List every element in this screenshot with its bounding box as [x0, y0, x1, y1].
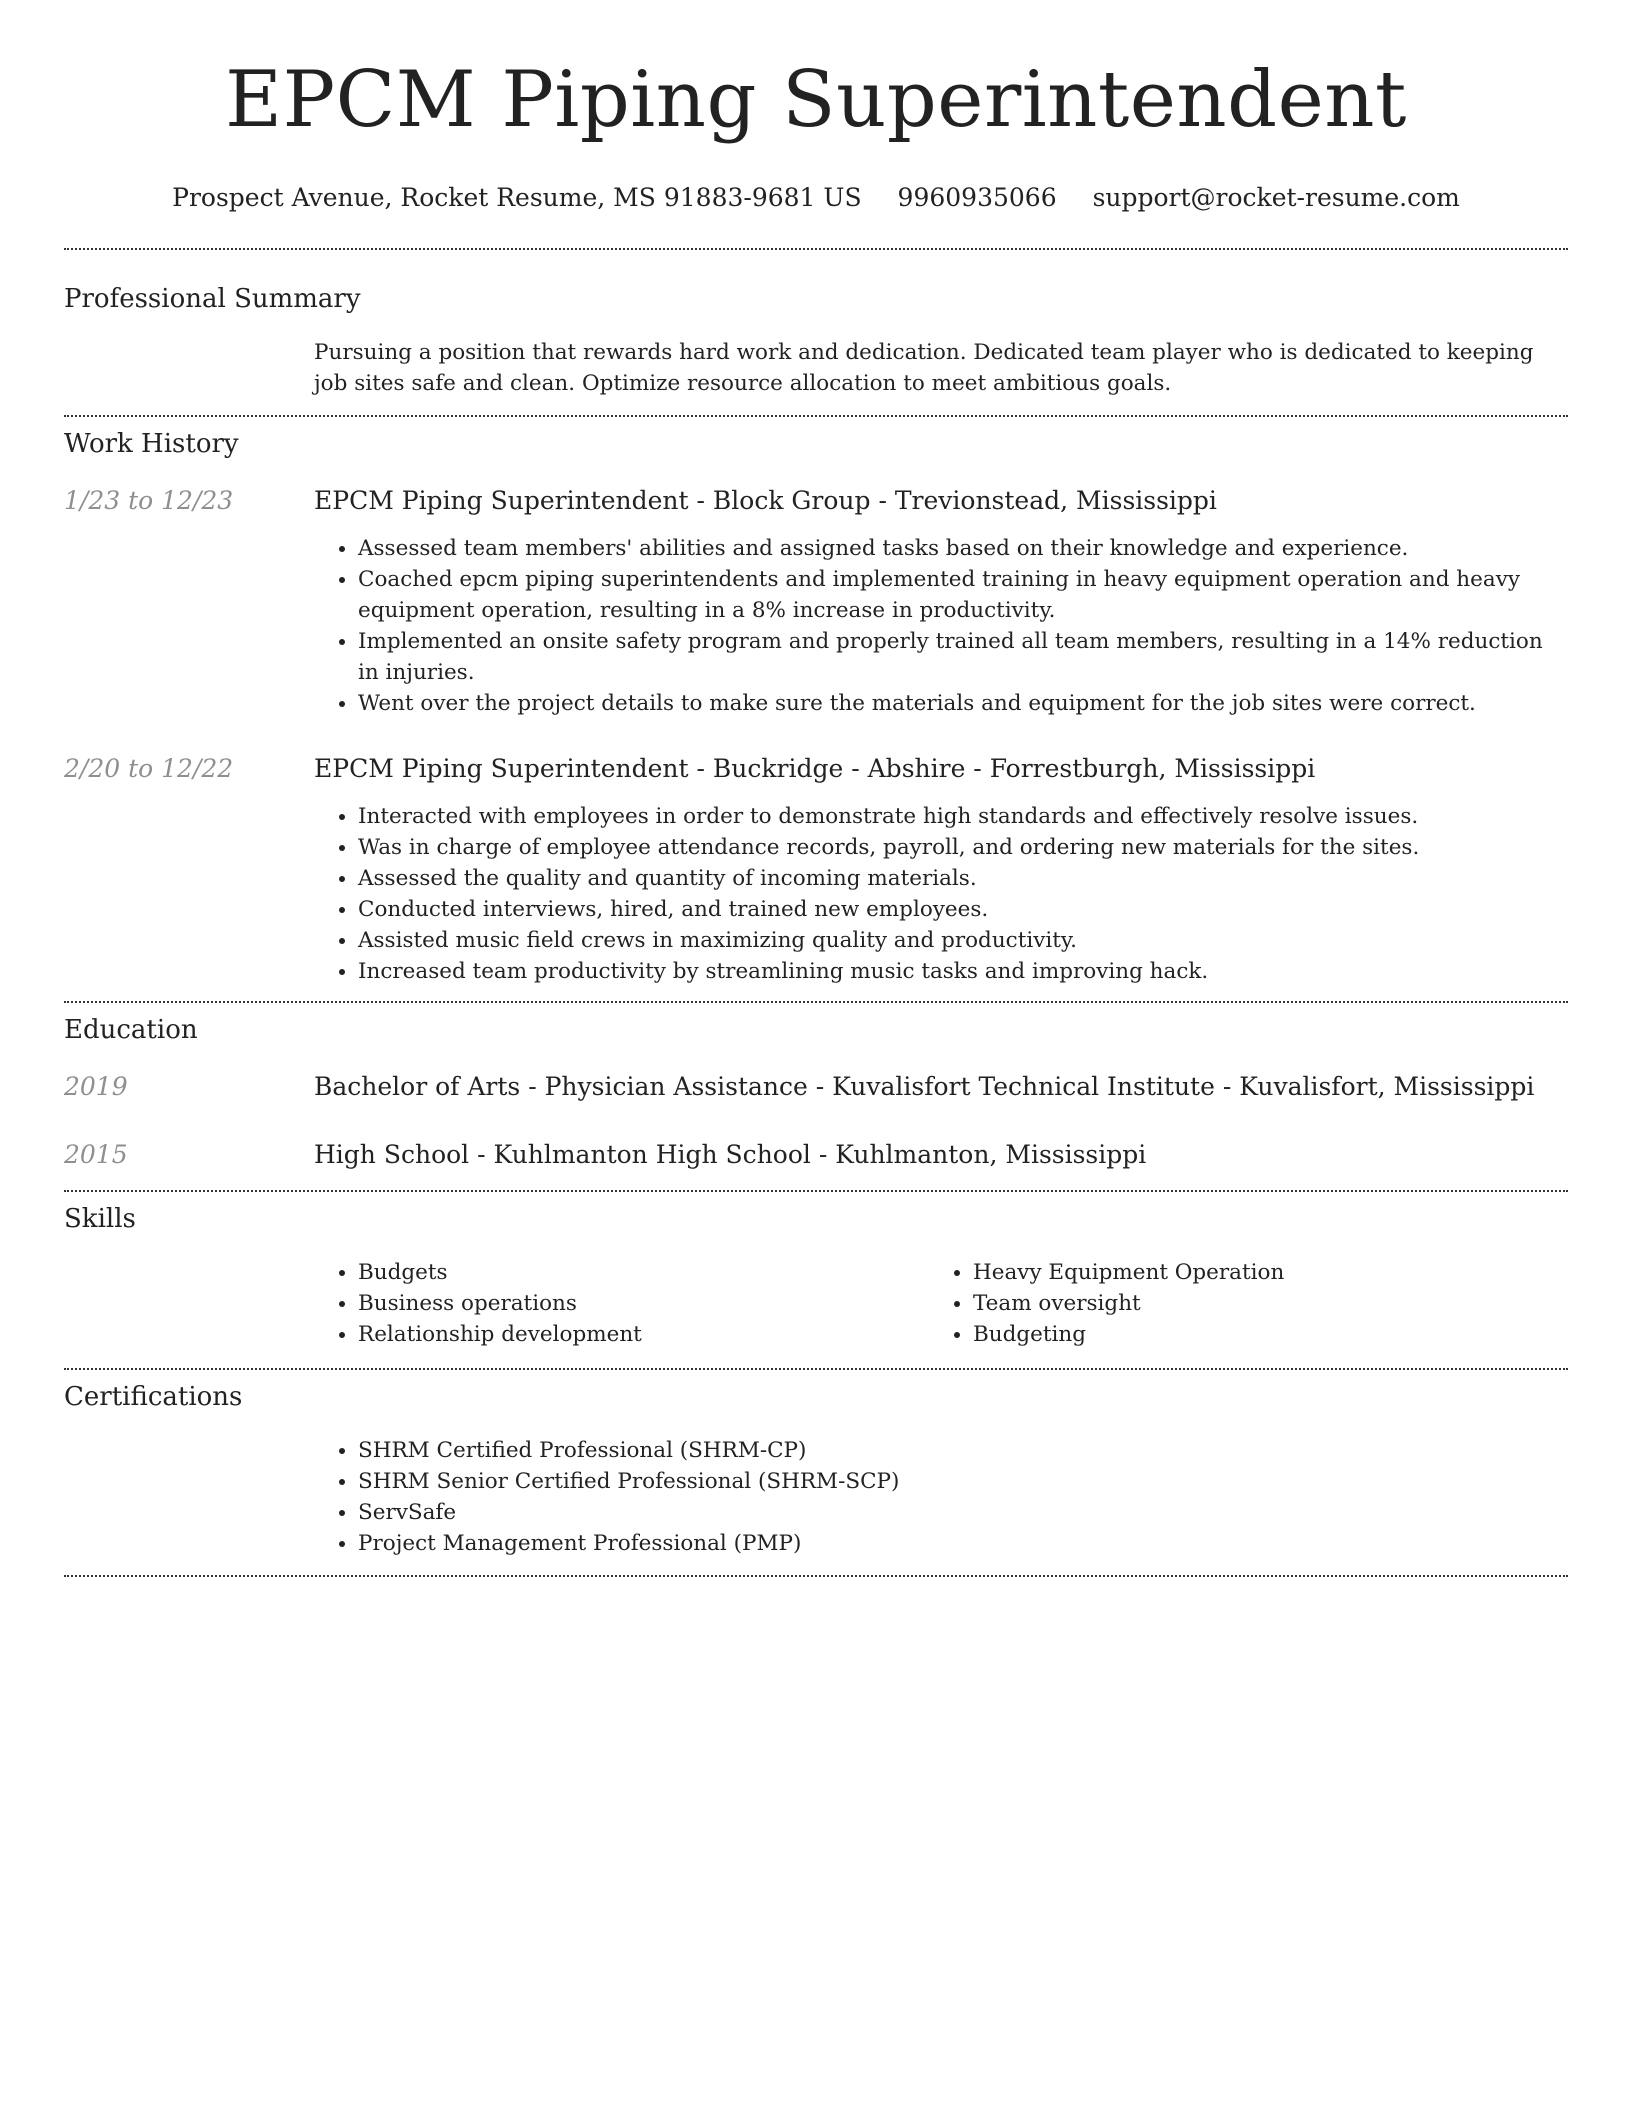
list-item: • Team oversight — [973, 1288, 1544, 1319]
skills-section — [64, 1192, 1568, 1350]
list-item: • ServSafe — [358, 1497, 1568, 1528]
list-item: • Went over the project details to make sure the materials and equipment for the job sites were correct. — [358, 688, 1568, 719]
education-section — [64, 1003, 1568, 1172]
job-position: EPCM Piping Superintendent — [314, 754, 689, 783]
section-title-work: Work History — [64, 429, 239, 459]
list-item: • Heavy Equipment Operation — [973, 1257, 1544, 1288]
job-dates: 1/23 to 12/23 — [64, 486, 234, 515]
summary-section — [64, 250, 1568, 399]
education-entry — [64, 1070, 1568, 1104]
section-title-education: Education — [64, 1015, 198, 1045]
list-item: • Conducted interviews, hired, and trained new employees. — [358, 894, 1568, 925]
section-title-summary: Professional Summary — [64, 284, 361, 314]
list-item: • Was in charge of employee attendance records, payroll, and ordering new materials for the sites. — [358, 832, 1568, 863]
education-details: - Kuvalisfort Technical Institute - Kuvalisfort, Mississippi — [807, 1072, 1535, 1101]
list-item: • Coached epcm piping superintendents and implemented training in heavy equipment operation and heavy equipment operation, resulting in a 8% increase in productivity. — [358, 564, 1568, 626]
education-degree: High School — [314, 1140, 470, 1169]
section-title-skills: Skills — [64, 1204, 136, 1234]
list-item: • Project Management Professional (PMP) — [358, 1528, 1568, 1559]
skills-list-right — [929, 1257, 1544, 1350]
list-item: • SHRM Senior Certified Professional (SHRM-SCP) — [358, 1466, 1568, 1497]
education-heading — [314, 1070, 1568, 1104]
list-item: • Increased team productivity by streamlining music tasks and improving hack. — [358, 956, 1568, 987]
divider — [64, 1575, 1568, 1577]
list-item: • SHRM Certified Professional (SHRM-CP) — [358, 1435, 1568, 1466]
education-details: - Kuhlmanton High School - Kuhlmanton, Mississippi — [469, 1140, 1147, 1169]
job-entry — [64, 752, 1568, 987]
contact-address: Prospect Avenue, Rocket Resume, MS 91883-9681 US — [172, 183, 862, 212]
contact-line — [64, 182, 1568, 214]
contact-email: support@rocket-resume.com — [1092, 183, 1460, 212]
list-item: • Assessed team members' abilities and assigned tasks based on their knowledge and experience. — [358, 533, 1568, 564]
job-bullets — [314, 533, 1568, 719]
job-entry — [64, 484, 1568, 719]
list-item: • Relationship development — [358, 1319, 929, 1350]
job-heading — [314, 484, 1568, 518]
contact-phone: 9960935066 — [897, 183, 1057, 212]
education-year: 2015 — [64, 1140, 128, 1169]
list-item: • Budgets — [358, 1257, 929, 1288]
job-details: - Buckridge - Abshire - Forrestburgh, Mississippi — [688, 754, 1316, 783]
job-bullets — [314, 801, 1568, 987]
list-item: • Business operations — [358, 1288, 929, 1319]
candidate-name: EPCM Piping Superintendent — [225, 55, 1407, 145]
list-item: • Assessed the quality and quantity of incoming materials. — [358, 863, 1568, 894]
list-item: • Interacted with employees in order to demonstrate high standards and effectively resolve issues. — [358, 801, 1568, 832]
job-details: - Block Group - Trevionstead, Mississippi — [688, 486, 1217, 515]
education-entry — [64, 1138, 1568, 1172]
certifications-list — [314, 1435, 1568, 1559]
education-degree: Bachelor of Arts - Physician Assistance — [314, 1072, 808, 1101]
summary-text: Pursuing a position that rewards hard work and dedication. Dedicated team player who is dedicated to keeping job sites safe and clean. Optimize resource allocation to meet ambitious goals. — [314, 340, 1534, 396]
skills-list-left — [314, 1257, 929, 1350]
job-dates: 2/20 to 12/22 — [64, 754, 234, 783]
list-item: • Budgeting — [973, 1319, 1544, 1350]
certifications-section — [64, 1370, 1568, 1559]
job-heading — [314, 752, 1568, 786]
job-position: EPCM Piping Superintendent — [314, 486, 689, 515]
section-title-certifications: Certifications — [64, 1382, 243, 1412]
education-year: 2019 — [64, 1072, 128, 1101]
education-heading — [314, 1138, 1568, 1172]
list-item: • Assisted music field crews in maximizing quality and productivity. — [358, 925, 1568, 956]
work-history-section — [64, 417, 1568, 987]
list-item: • Implemented an onsite safety program and properly trained all team members, resulting in a 14% reduction in injuries. — [358, 626, 1568, 688]
